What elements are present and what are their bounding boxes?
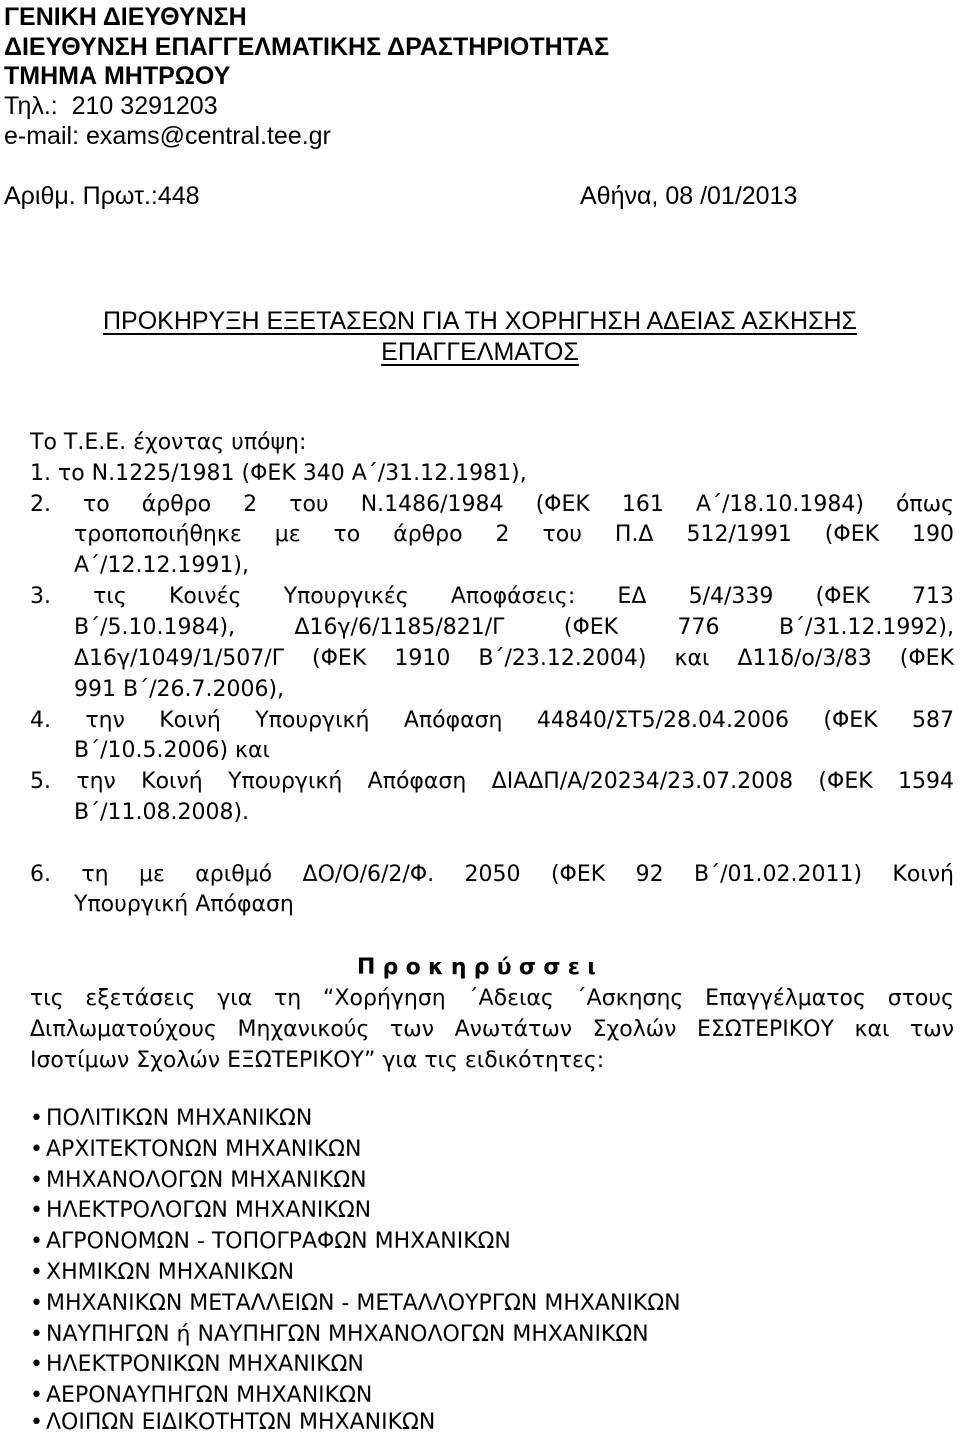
consideration-line: Α΄/12.12.1991), xyxy=(74,553,250,578)
consideration-line: Υπουργική Απόφαση xyxy=(74,892,294,917)
bullet-icon: • xyxy=(30,1106,43,1131)
header-email: e-mail: exams@central.tee.gr xyxy=(4,122,331,150)
bullet-icon: • xyxy=(30,1322,43,1347)
consideration-line: 4. την Κοινή Υπουργική Απόφαση 44840/ΣΤ5/28.04.2006 (ΦΕΚ 587 xyxy=(30,708,954,733)
consideration-line: 1. το Ν.1225/1981 (ΦΕΚ 340 Α΄/31.12.1981), xyxy=(30,461,527,486)
protocol-number: Αριθμ. Πρωτ.:448 xyxy=(4,182,200,210)
body-line: Ισοτίμων Σχολών ΕΞΩΤΕΡΙΚΟΥ” για τις ειδικότητες: xyxy=(30,1048,605,1073)
list-item: ΗΛΕΚΤΡΟΛΟΓΩΝ ΜΗΧΑΝΙΚΩΝ xyxy=(46,1198,372,1223)
title-line-2: ΕΠΑΓΓΕΛΜΑΤΟΣ xyxy=(381,338,579,366)
list-item: ΝΑΥΠΗΓΩΝ ή ΝΑΥΠΗΓΩΝ ΜΗΧΑΝΟΛΟΓΩΝ ΜΗΧΑΝΙΚΩΝ xyxy=(46,1322,649,1347)
list-item: ΑΡΧΙΤΕΚΤΟΝΩΝ ΜΗΧΑΝΙΚΩΝ xyxy=(46,1137,362,1162)
list-item: ΑΕΡΟΝΑΥΠΗΓΩΝ ΜΗΧΑΝΙΚΩΝ xyxy=(46,1383,373,1408)
list-item: ΜΗΧΑΝΟΛΟΓΩΝ ΜΗΧΑΝΙΚΩΝ xyxy=(46,1168,367,1193)
bullet-icon: • xyxy=(30,1410,43,1435)
bullet-icon: • xyxy=(30,1229,43,1254)
title-line-1: ΠΡΟΚΗΡΥΞΗ ΕΞΕΤΑΣΕΩΝ ΓΙΑ ΤΗ ΧΟΡΗΓΗΣΗ ΑΔΕΙΑΣ ΑΣΚΗΣΗΣ xyxy=(102,307,858,335)
consideration-line: Β΄/5.10.1984), Δ16γ/6/1185/821/Γ (ΦΕΚ 776 Β΄/31.12.1992), xyxy=(74,615,954,640)
consideration-line: Β΄/11.08.2008). xyxy=(74,800,250,825)
list-item: ΗΛΕΚΤΡΟΝΙΚΩΝ ΜΗΧΑΝΙΚΩΝ xyxy=(46,1352,364,1377)
bullet-icon: • xyxy=(30,1260,43,1285)
bullet-icon: • xyxy=(30,1198,43,1223)
consideration-line: 2. το άρθρο 2 του Ν.1486/1984 (ΦΕΚ 161 Α΄/18.10.1984) όπως xyxy=(30,492,954,517)
header-general-directorate: ΓΕΝΙΚΗ ΔΙΕΥΘΥΝΣΗ xyxy=(4,3,247,31)
consideration-line: 3. τις Κοινές Υπουργικές Αποφάσεις: ΕΔ 5/4/339 (ΦΕΚ 713 xyxy=(30,584,954,609)
consideration-line: 6. τη με αριθμό ΔΟ/Ο/6/2/Φ. 2050 (ΦΕΚ 92 Β΄/01.02.2011) Κοινή xyxy=(30,862,954,887)
consideration-line: τροποποιήθηκε με το άρθρο 2 του Π.Δ 512/1991 (ΦΕΚ 190 xyxy=(74,522,954,547)
consideration-line: 991 Β΄/26.7.2006), xyxy=(74,677,285,702)
bullet-icon: • xyxy=(30,1168,43,1193)
intro-text: Το Τ.Ε.Ε. έχοντας υπόψη: xyxy=(30,430,307,455)
list-item: ΧΗΜΙΚΩΝ ΜΗΧΑΝΙΚΩΝ xyxy=(46,1260,295,1285)
header-phone: Τηλ.: 210 3291203 xyxy=(4,92,218,120)
proclaims-heading: Προκηρύσσει xyxy=(356,955,604,980)
bullet-icon: • xyxy=(30,1291,43,1316)
body-line: Διπλωματούχους Μηχανικούς των Ανωτάτων Σχολών ΕΣΩΤΕΡΙΚΟΥ και των xyxy=(30,1017,954,1042)
list-item: ΑΓΡΟΝΟΜΩΝ - ΤΟΠΟΓΡΑΦΩΝ ΜΗΧΑΝΙΚΩΝ xyxy=(46,1229,511,1254)
consideration-line: 5. την Κοινή Υπουργική Απόφαση ΔΙΑΔΠ/Α/20234/23.07.2008 (ΦΕΚ 1594 xyxy=(30,769,954,794)
bullet-icon: • xyxy=(30,1352,43,1377)
header-department: ΤΜΗΜΑ ΜΗΤΡΩΟΥ xyxy=(4,62,231,90)
list-item: ΛΟΙΠΩΝ ΕΙΔΙΚΟΤΗΤΩΝ ΜΗΧΑΝΙΚΩΝ xyxy=(46,1410,436,1435)
consideration-line: Β΄/10.5.2006) και xyxy=(74,738,270,763)
consideration-line: Δ16γ/1049/1/507/Γ (ΦΕΚ 1910 Β΄/23.12.2004) και Δ11δ/ο/3/83 (ΦΕΚ xyxy=(74,646,954,671)
list-item: ΠΟΛΙΤΙΚΩΝ ΜΗΧΑΝΙΚΩΝ xyxy=(46,1106,313,1131)
bullet-icon: • xyxy=(30,1383,43,1408)
document-date: Αθήνα, 08 /01/2013 xyxy=(580,182,798,210)
list-item: ΜΗΧΑΝΙΚΩΝ ΜΕΤΑΛΛΕΙΩΝ - ΜΕΤΑΛΛΟΥΡΓΩΝ ΜΗΧΑΝΙΚΩΝ xyxy=(46,1291,681,1316)
bullet-icon: • xyxy=(30,1137,43,1162)
body-line: τις εξετάσεις για τη “Χορήγηση ΄Αδειας ΄Ασκησης Επαγγέλματος στους xyxy=(30,986,954,1011)
header-directorate: ΔΙΕΥΘΥΝΣΗ ΕΠΑΓΓΕΛΜΑΤΙΚΗΣ ΔΡΑΣΤΗΡΙΟΤΗΤΑΣ xyxy=(4,33,610,61)
